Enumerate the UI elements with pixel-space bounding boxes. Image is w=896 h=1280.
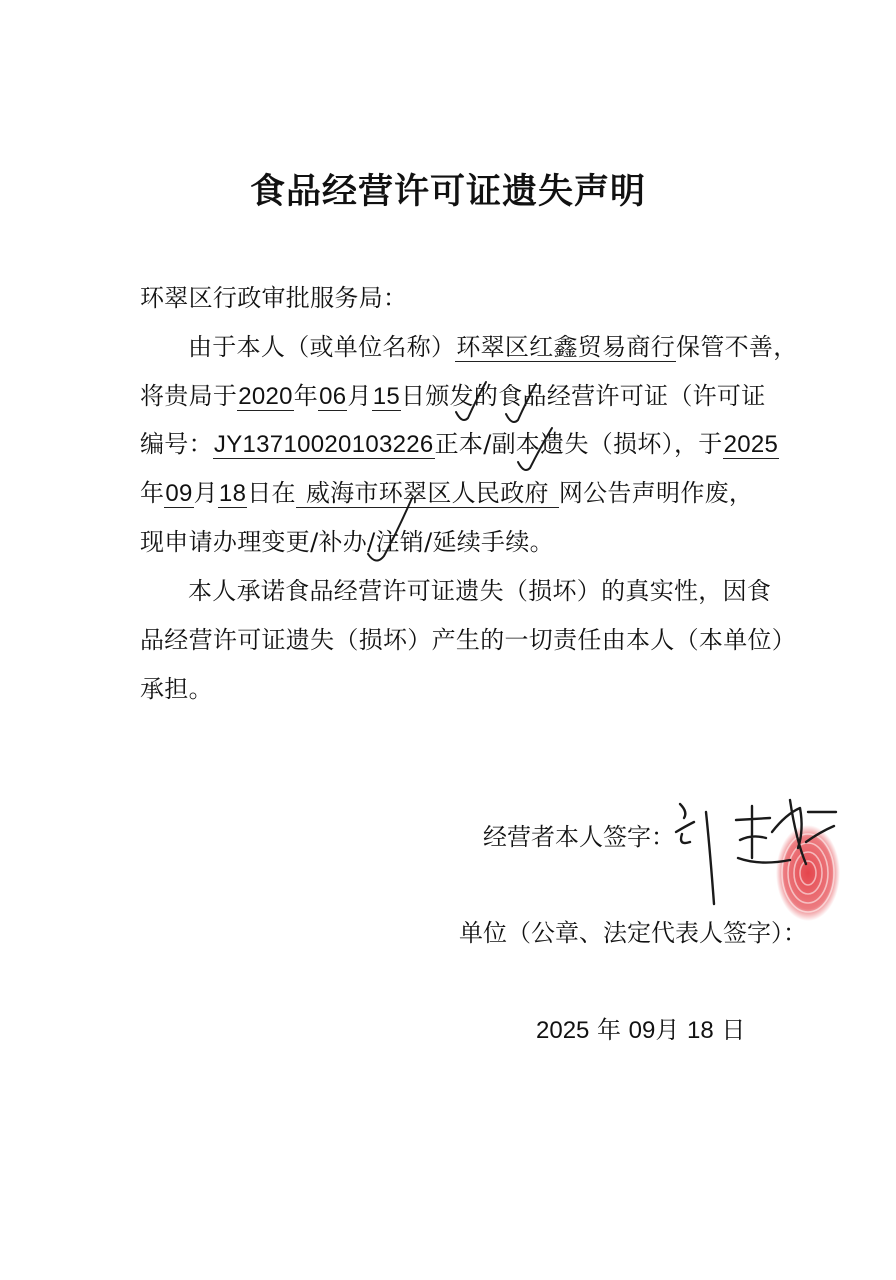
para1-line5: 现申请办理变更/补办/注销/延续手续。 <box>140 528 554 556</box>
text-segment: 月 <box>193 479 218 507</box>
declaration-month: 09 <box>165 480 193 507</box>
license-number: JY13710020103226 <box>213 431 434 458</box>
check-marks <box>368 382 552 561</box>
text-segment: 编号： <box>140 430 213 458</box>
declaration-day: 18 <box>218 480 247 507</box>
signature-label: 经营者本人签字： <box>483 823 675 851</box>
para1-tail: 保管不善， <box>676 333 798 361</box>
unit-name: 环翠区红鑫贸易商行 <box>456 333 676 361</box>
text-segment: 年 <box>140 479 165 507</box>
date-unit: 年 <box>597 1016 622 1044</box>
unit-seal-label: 单位（公章、法定代表人签字）： <box>459 919 807 947</box>
date-month: 09 <box>628 1017 656 1044</box>
text-segment: 月 <box>347 382 372 410</box>
issue-month: 06 <box>319 383 347 410</box>
text-segment: 网公告声明作废， <box>558 479 754 507</box>
issue-year: 2020 <box>238 383 293 410</box>
text-segment: 本人承诺食品经营许可证遗失（损坏）的真实性，因食 <box>188 577 772 605</box>
text-segment: 年 <box>293 382 319 410</box>
document-title: 食品经营许可证遗失声明 <box>249 172 646 212</box>
date-unit: 日 <box>721 1016 746 1044</box>
date-year: 2025 <box>536 1017 590 1044</box>
text-segment: 将贵局于 <box>140 382 238 410</box>
declaration-year: 2025 <box>723 431 779 458</box>
para2-line2: 品经营许可证遗失（损坏）产生的一切责任由本人（本单位） <box>140 626 797 654</box>
para2-line3: 承担。 <box>140 675 213 703</box>
publication-media: 威海市环翠区人民政府 <box>296 479 559 508</box>
addressee: 环翠区行政审批服务局： <box>140 284 408 312</box>
para1-intro: 由于本人（或单位名称） <box>188 333 456 361</box>
date-unit: 月 <box>655 1016 680 1044</box>
text-segment: 正本/副本遗失（损坏），于 <box>434 430 723 458</box>
issue-day: 15 <box>372 383 401 410</box>
text-segment: 日颁发的食品经营许可证（许可证 <box>401 382 766 410</box>
date-day: 18 <box>687 1017 714 1044</box>
text-segment: 日在 <box>247 479 296 507</box>
